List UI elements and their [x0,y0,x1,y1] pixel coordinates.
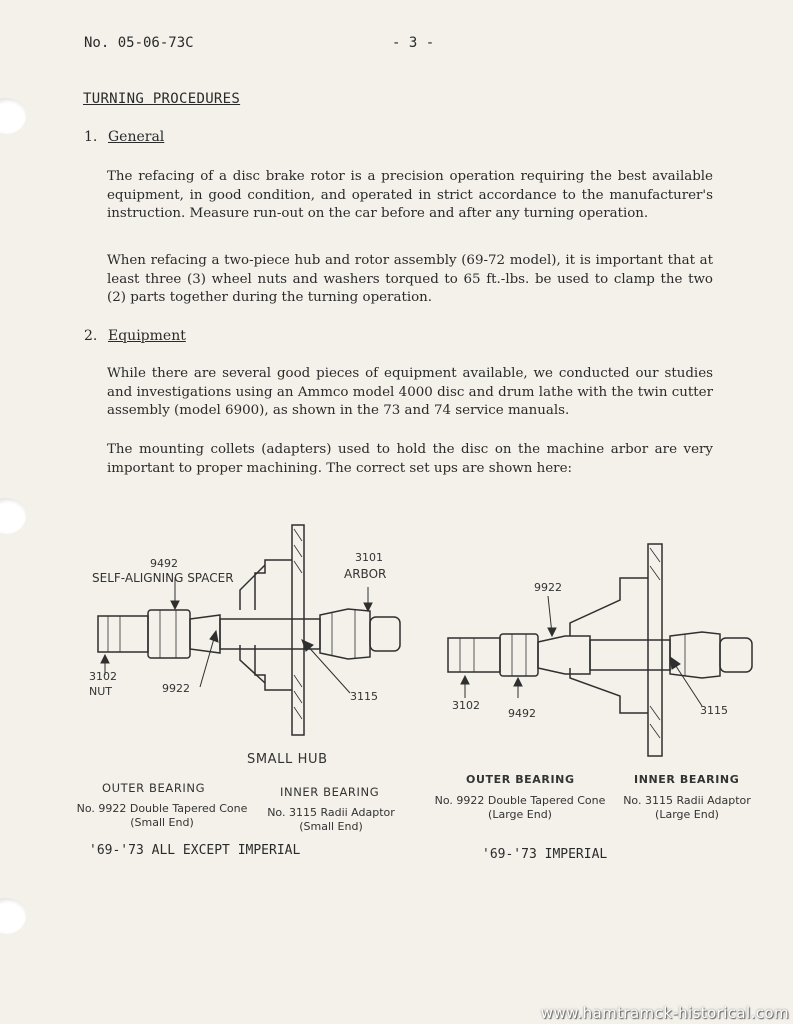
caption-line: (Small End) [299,820,363,833]
outer-bearing-heading-left: OUTER BEARING [102,781,206,795]
adaptor-3115 [320,609,370,659]
label-9922: 9922 [162,682,190,695]
subsection-number: 1. [84,129,98,145]
general-paragraph-1: The refacing of a disc brake rotor is a precision operation requiring the best available equipment, in good condition, and operated in strict accordance to the manufacturer's instruction. Measure run-out on the car before and after any turning operation. [107,169,713,222]
caption-line: No. 3115 Radii Adaptor [623,794,751,807]
subsection-label: Equipment [108,328,186,344]
caption-line: (Large End) [488,808,552,821]
subsection-equipment-heading [84,328,186,344]
rotor-disc [292,525,304,735]
adaptor-3115 [670,632,720,678]
imperial-hub-diagram [440,538,760,758]
label-3115: 3115 [350,690,378,703]
spacer-9492 [500,634,538,676]
label-9922-right: 9922 [534,581,562,594]
inner-bearing-desc-left [258,806,404,834]
label-nut: NUT [89,685,112,698]
outer-bearing-heading-right: OUTER BEARING [466,773,575,786]
arbor-3101 [370,617,400,651]
label-small-hub: SMALL HUB [247,752,328,767]
small-hub-diagram [80,515,410,745]
section-title: TURNING PROCEDURES [83,91,241,107]
outer-bearing-desc-right [430,794,610,822]
general-paragraph-2: When refacing a two-piece hub and rotor assembly (69-72 model), it is important that at least three (3) wheel nuts and washers torqued to 65 ft.-lbs. be used to clamp the two (2) parts together during the turning operation. [107,253,713,306]
model-label-left: '69-'73 ALL EXCEPT IMPERIAL [89,843,301,858]
label-arbor: ARBOR [344,567,387,581]
caption-line: (Large End) [655,808,719,821]
hub-housing [255,560,292,690]
inner-bearing-heading-left: INNER BEARING [280,785,380,799]
spacer-9492 [148,610,190,658]
caption-line: No. 9922 Double Tapered Cone [76,802,248,815]
hub-housing [570,578,648,713]
nut-3102 [98,616,148,652]
label-self-aligning-spacer: SELF-ALIGNING SPACER [92,571,234,585]
outer-bearing-desc-left [72,802,252,830]
watermark: www.hamtramck-historical.com [540,1004,789,1022]
arbor-shaft [590,640,670,670]
label-3101: 3101 [355,551,383,564]
label-9492-right: 9492 [508,707,536,720]
punch-hole-middle [0,498,26,534]
document-number: No. 05-06-73C [84,35,194,51]
label-3115-right: 3115 [700,704,728,717]
subsection-general-heading [84,129,164,145]
subsection-number: 2. [84,328,98,344]
label-9492: 9492 [150,557,178,570]
punch-hole-bottom [0,898,26,934]
caption-line: No. 3115 Radii Adaptor [267,806,395,819]
subsection-label: General [108,129,165,145]
label-3102: 3102 [89,670,117,683]
page-number: - 3 - [392,35,435,51]
caption-line: (Small End) [130,816,194,829]
cone-9922 [538,636,590,674]
equipment-paragraph-1: While there are several good pieces of equipment available, we conducted our studies and investigations using an Ammco model 4000 disc and drum lathe with the twin cutter assembly (model 6900), as shown in the 73 and 74 service manuals. [107,366,713,419]
punch-hole-top [0,98,26,134]
label-3102-right: 3102 [452,699,480,712]
model-label-right: '69-'73 IMPERIAL [482,847,608,862]
inner-bearing-heading-right: INNER BEARING [634,773,740,786]
inner-bearing-desc-right [614,794,760,822]
arbor-end [720,638,752,672]
equipment-paragraph-2: The mounting collets (adapters) used to hold the disc on the machine arbor are very important to proper machining. The correct set ups are shown here: [107,442,713,476]
caption-line: No. 9922 Double Tapered Cone [434,794,606,807]
